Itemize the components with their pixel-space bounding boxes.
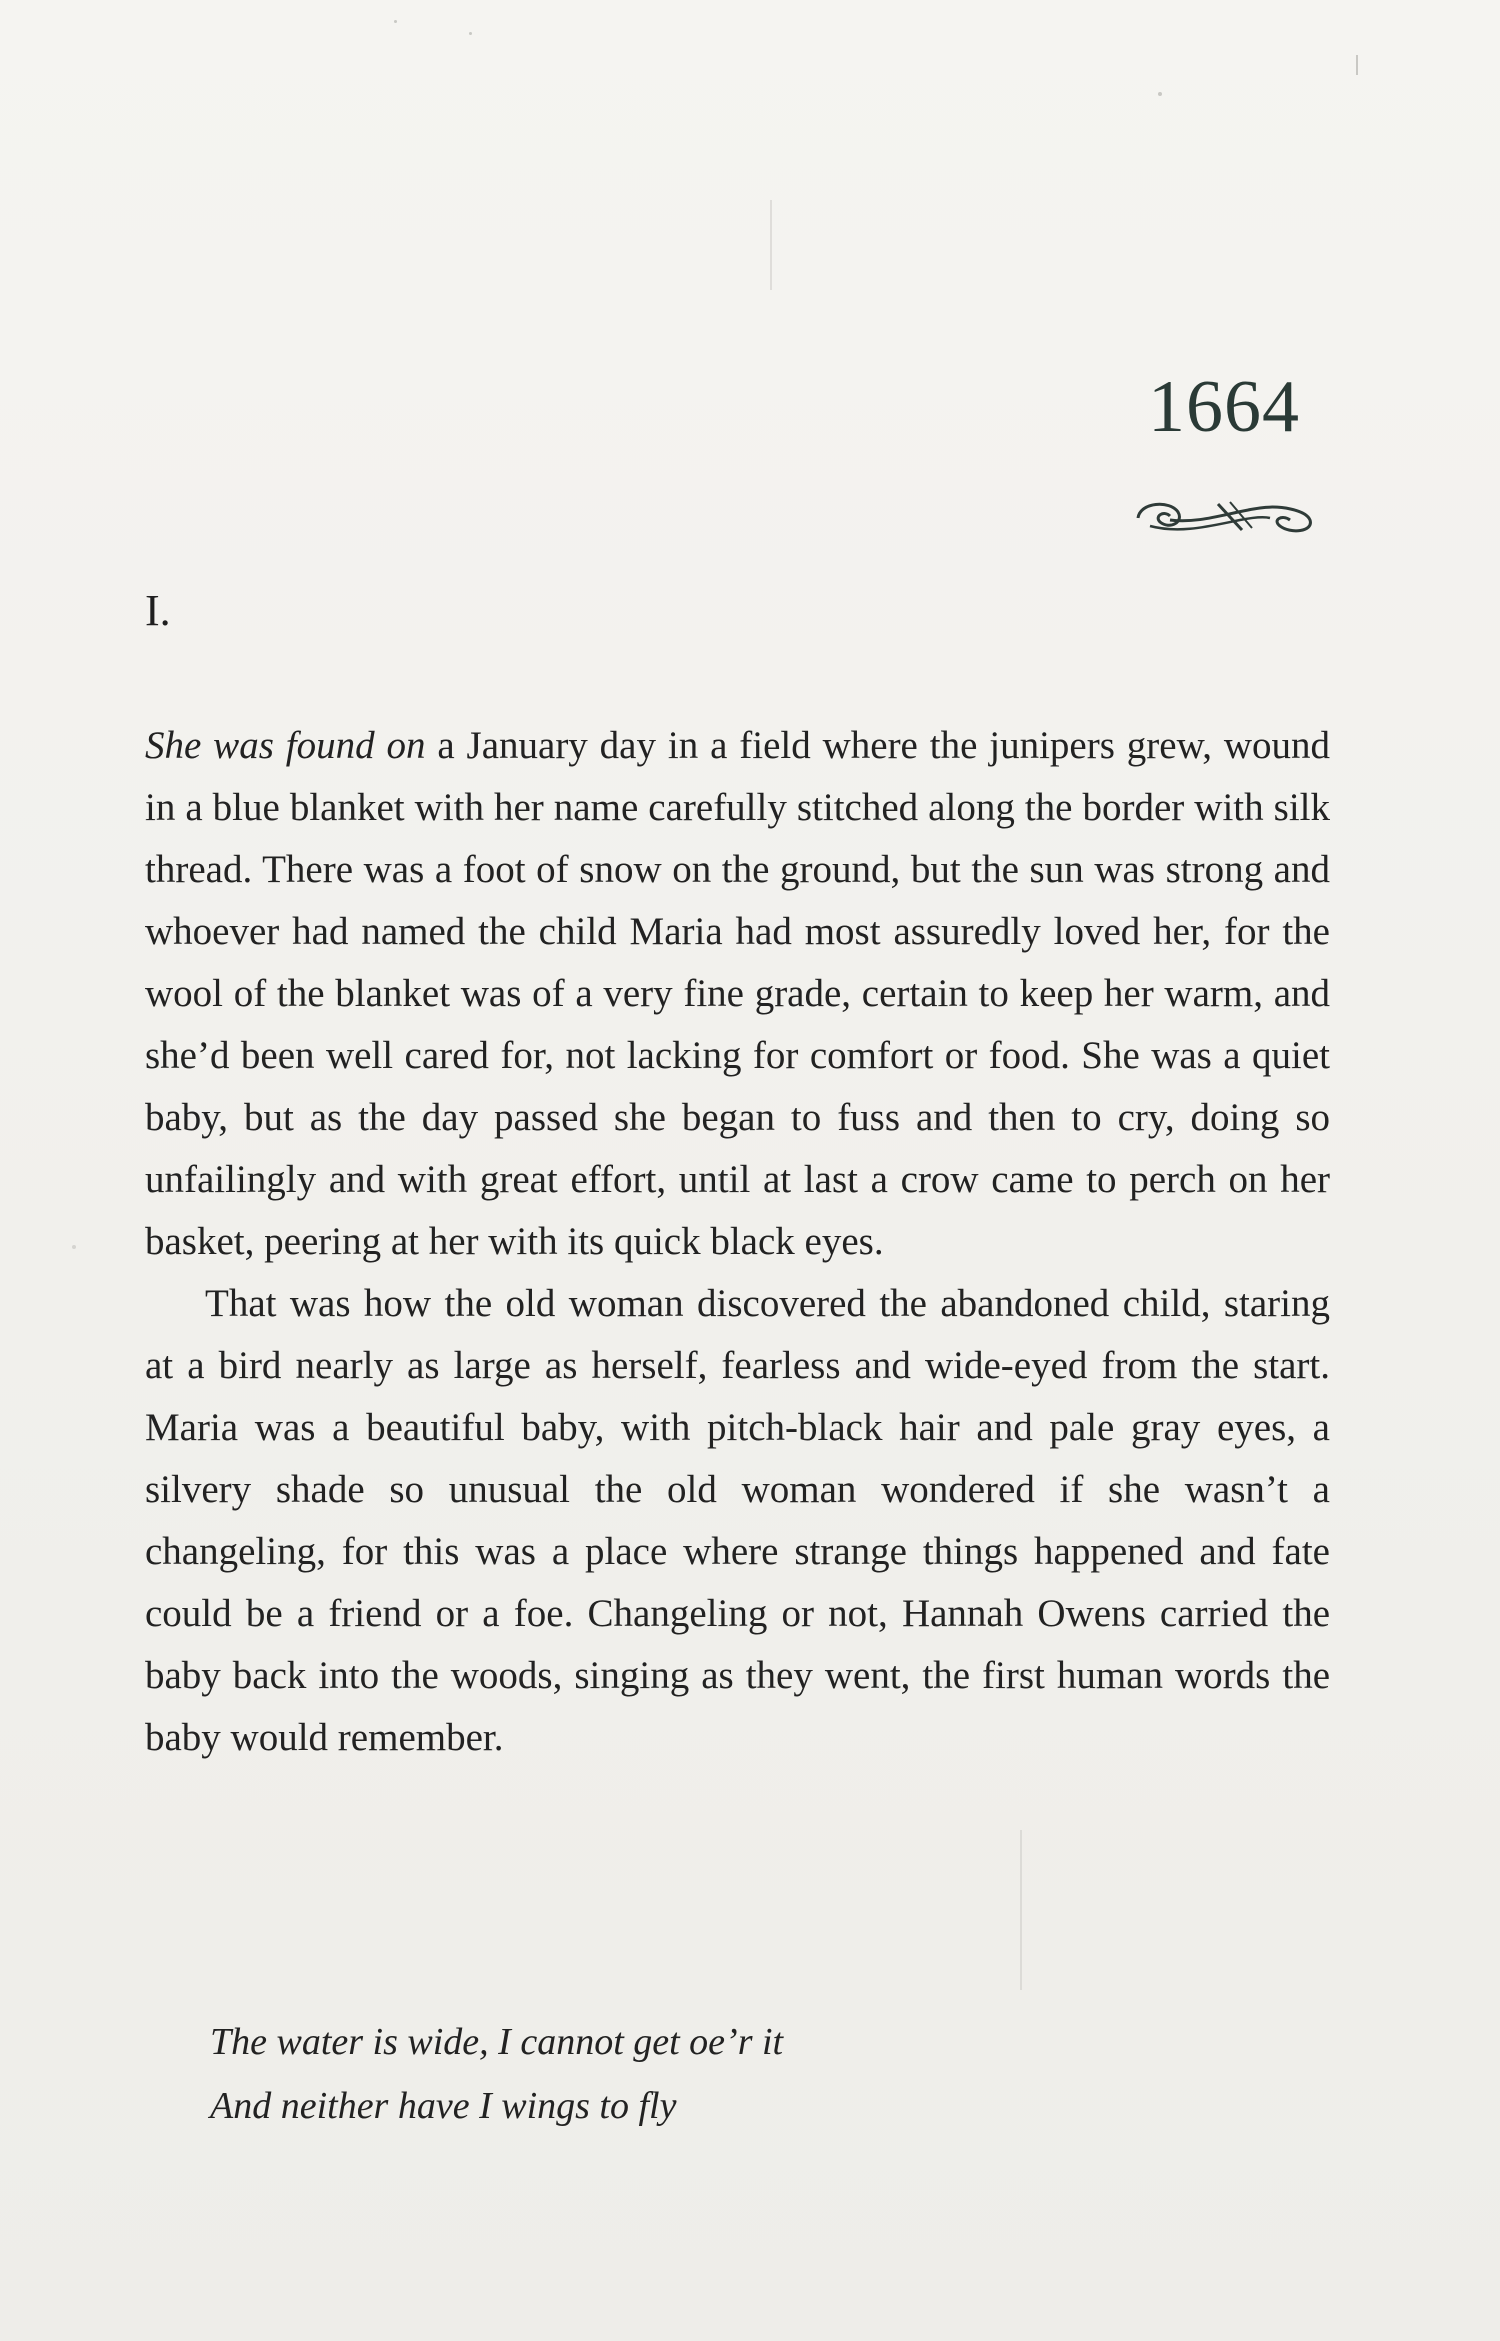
verse-line-1: The water is wide, I cannot get oe’r it [210, 2021, 784, 2063]
paper-speck [1158, 92, 1162, 96]
paper-speck [770, 200, 772, 290]
paper-speck [72, 1245, 76, 1249]
paper-speck [394, 20, 397, 23]
section-number: I. [145, 586, 171, 635]
flourish-ornament-icon [1130, 490, 1320, 540]
paragraph-1-text: a January day in a field where the junipers grew, wound in a blue blanket with her name carefully stitched along the border with silk thread. There was a foot of snow on the ground, but the sun was strong and whoever had named the child Maria had most assuredly loved her, for the wool of the blanket was of a very fine grade, certain to keep her warm, and she’d been well cared for, not lacking for comfort or food. She was a quiet baby, but as the day passed she began to fuss and then to cry, doing so unfailingly and with great effort, until at last a crow came to perch on her basket, peering at her with its quick black eyes. [145, 724, 1330, 1263]
paragraph-1 [145, 715, 1330, 1273]
verse-line-2: And neither have I wings to fly [210, 2085, 677, 2127]
paragraph-lead-in: She was found on [145, 724, 426, 767]
paragraph-2: That was how the old woman discovered the abandoned child, staring at a bird nearly as large as herself, fearless and wide-eyed from the start. Maria was a beautiful baby, with pitch-black hair and pale gray eyes, a silvery shade so unusual the old woman wondered if she wasn’t a changeling, for this was a place where strange things happened and fate could be a friend or a foe. Changeling or not, Hannah Owens carried the baby back into the woods, singing as they went, the first human words the baby would remember. [145, 1282, 1330, 1759]
chapter-year: 1664 [1148, 366, 1300, 448]
paper-speck [469, 32, 472, 35]
paper-speck [1020, 1830, 1022, 1990]
paper-speck [1356, 55, 1358, 75]
song-verse [210, 2010, 783, 2138]
body-text [145, 715, 1330, 1769]
